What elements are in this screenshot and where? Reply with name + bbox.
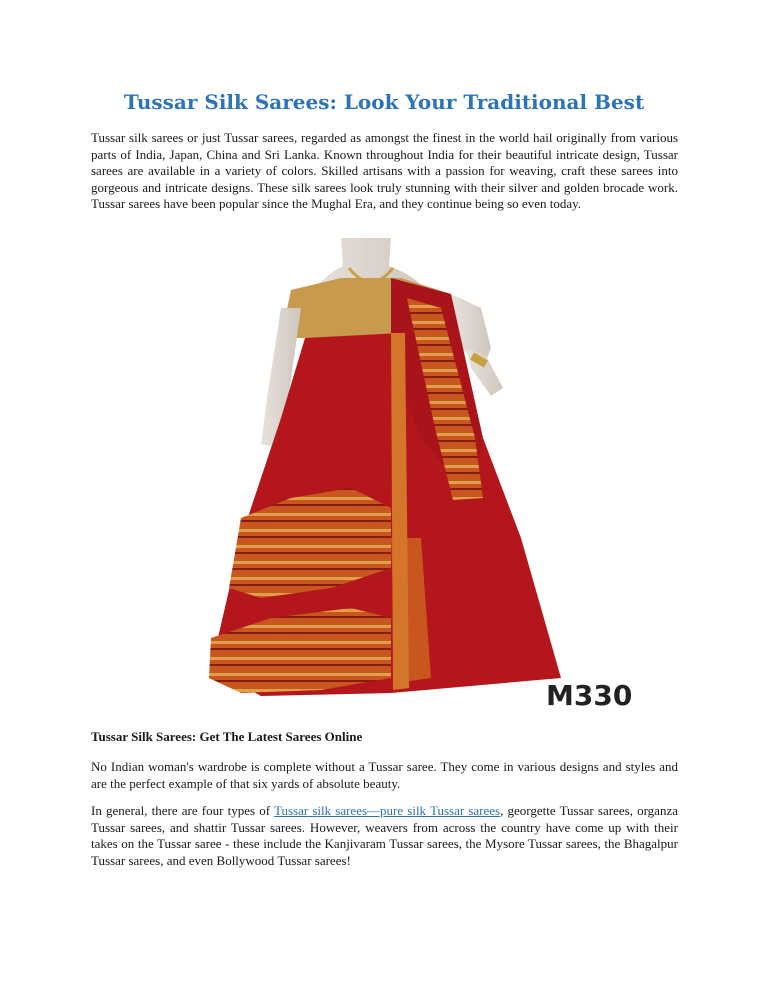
- saree-illustration: [91, 238, 654, 716]
- product-code-label: M330: [546, 679, 633, 712]
- tussar-silk-sarees-link[interactable]: Tussar silk sarees—pure silk Tussar sarees: [273, 803, 501, 818]
- section-heading: Tussar Silk Sarees: Get The Latest Sarees Online: [91, 729, 363, 744]
- paragraph-3: [91, 803, 678, 869]
- document-title: Tussar Silk Sarees: Look Your Traditional Best: [123, 90, 645, 114]
- paragraph-3-text-before: In general, there are four types of: [91, 803, 274, 818]
- paragraph-3-text-after: , georgette Tussar sarees, organza Tussar sarees, and shattir Tussar sarees. However, weavers from across the country have come up with their takes on the Tussar saree - these include the Kanjivaram Tussar sarees, the Mysore Tussar sarees, the Bhagalpur Tussar sarees, and even Bollywood Tussar sarees!: [91, 803, 678, 868]
- paragraph-2: No Indian woman's wardrobe is complete without a Tussar saree. They come in various designs and styles and are the perfect example of that six yards of absolute beauty.: [91, 759, 678, 791]
- intro-paragraph: Tussar silk sarees or just Tussar sarees, regarded as amongst the finest in the world hail originally from various parts of India, Japan, China and Sri Lanka. Known throughout India for their beautiful intricate design, Tussar sarees are available in a variety of colors. Skilled artisans with a passion for weaving, craft these sarees into gorgeous and intricate designs. These silk sarees look truly stunning with their silver and golden brocade work. Tussar sarees have been popular since the Mughal Era, and they continue being so even today.: [91, 130, 678, 212]
- saree-product-image: [91, 238, 654, 716]
